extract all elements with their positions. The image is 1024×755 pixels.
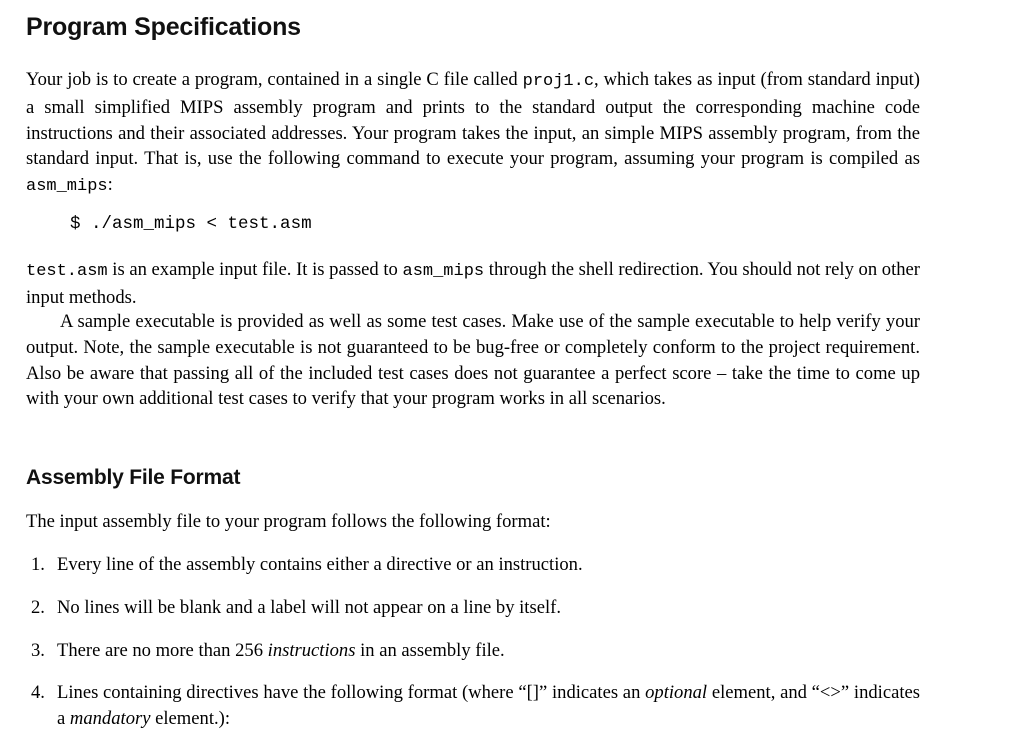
input-text-2: through the shell redirection. You should not rely on other input methods. bbox=[26, 259, 920, 308]
input-text-1: is an example input file. It is passed to bbox=[107, 259, 403, 280]
section-heading: Assembly File Format bbox=[26, 466, 241, 489]
emphasis: instructions bbox=[267, 639, 356, 661]
list-item bbox=[26, 595, 920, 621]
list-item bbox=[26, 552, 920, 578]
list-number: 1. bbox=[31, 554, 45, 575]
list-text: There are no more than 256 bbox=[57, 639, 268, 661]
list-number: 3. bbox=[31, 639, 45, 661]
list-number: 2. bbox=[31, 596, 45, 618]
input-paragraph bbox=[26, 257, 920, 311]
list-text: in an assembly file. bbox=[355, 639, 505, 661]
list-text: Lines containing directives have the following format (where “[]” indicates an bbox=[57, 682, 646, 704]
intro-text-2: , which takes as input (from standard input) a small simplified MIPS assembly program and prints to the standard output the corresponding machine code instructions and their associated addresses. Your program takes the input, an simple MIPS assembly program, from the standard input. That is, use the following command to execute your program, assuming your program is compiled as bbox=[26, 69, 920, 170]
sample-paragraph: A sample executable is provided as well as some test cases. Make use of the sample executable to help verify your output. Note, the sample executable is not guaranteed to be bug-free or completely conform to the project requirement. Also be aware that passing all of the included test cases does not guarantee a perfect score – take the time to come up with your own additional test cases to verify that your program works in all scenarios. bbox=[26, 311, 920, 410]
emphasis: mandatory bbox=[69, 708, 151, 730]
emphasis: optional bbox=[645, 682, 708, 704]
requirements-list bbox=[26, 552, 920, 749]
intro-text-3: : bbox=[107, 174, 113, 196]
executable-code-2: asm_mips bbox=[402, 262, 485, 281]
input-file-code: test.asm bbox=[26, 262, 108, 281]
shell-prompt: $ bbox=[70, 214, 81, 234]
intro-text-1: Your job is to create a program, contained in a single C file called bbox=[26, 69, 523, 90]
list-text: element.): bbox=[150, 708, 230, 730]
command-line bbox=[70, 214, 312, 234]
command-text: ./asm_mips < test.asm bbox=[91, 214, 312, 234]
page-title: Program Specifications bbox=[26, 13, 301, 41]
executable-code: asm_mips bbox=[26, 177, 108, 197]
filename-code: proj1.c bbox=[522, 72, 595, 91]
list-text: element, and “<>” indicates a bbox=[57, 682, 920, 730]
section-intro: The input assembly file to your program follows the following format: bbox=[26, 511, 551, 532]
list-item bbox=[26, 680, 920, 732]
intro-paragraph bbox=[26, 67, 920, 200]
list-text: No lines will be blank and a label will not appear on a line by itself. bbox=[57, 596, 561, 618]
list-item bbox=[26, 638, 920, 664]
list-number: 4. bbox=[31, 682, 45, 704]
list-text: Every line of the assembly contains either a directive or an instruction. bbox=[57, 554, 583, 575]
